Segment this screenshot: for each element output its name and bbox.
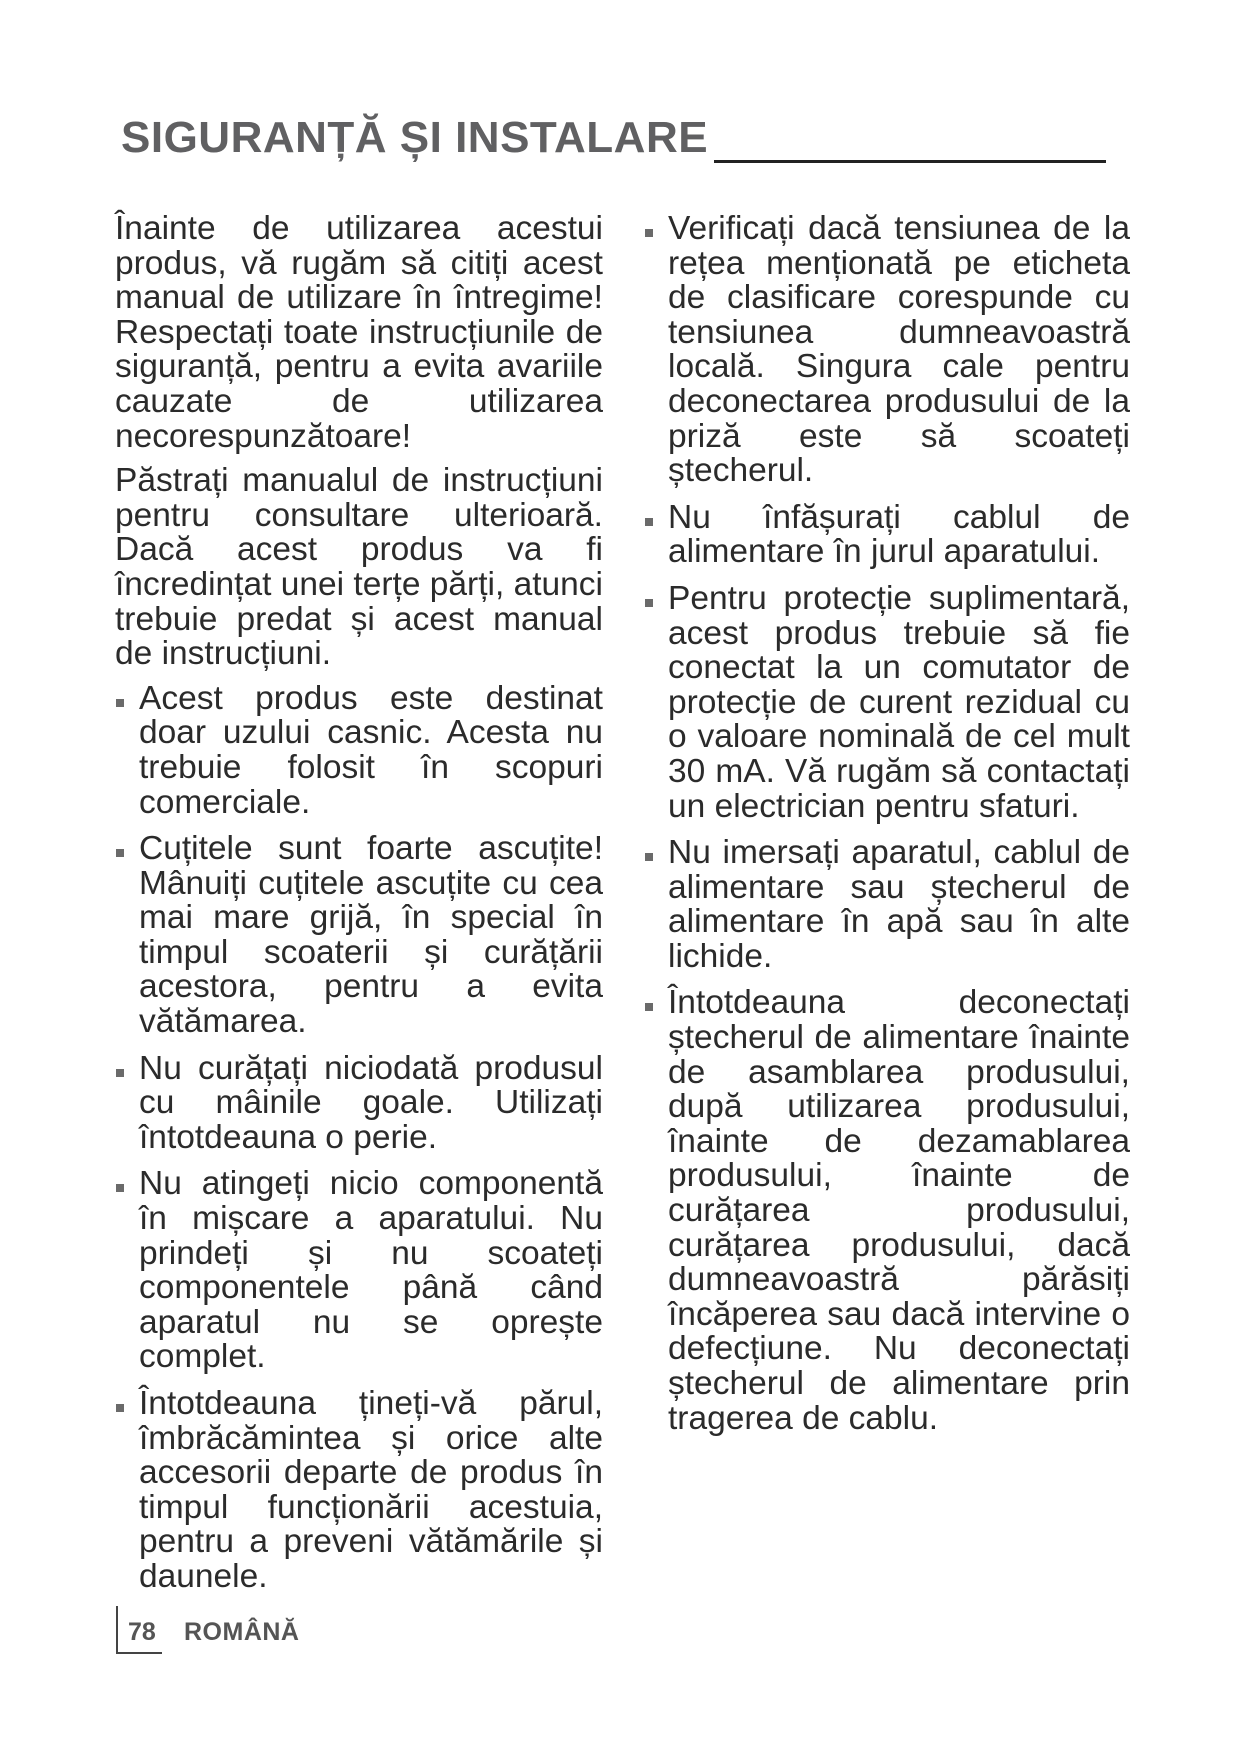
list-item [115,1167,603,1375]
square-bullet-icon [116,1184,124,1192]
intro-paragraph: Păstrați manualul de instrucțiuni pentru consultare ulterioară. Dacă acest produs va fi încredințat unei terțe părți, atunci trebuie predat și acest manual de instrucțiuni. [115,462,603,673]
list-item-text: Nu curățați niciodată produsul cu mâinile goale. Utilizați întotdeauna o perie. [139,1049,603,1156]
list-item [644,986,1130,1436]
list-item-text: Nu imersați aparatul, cablul de alimentare sau ștecherul de alimentare în apă sau în alte lichide. [668,834,1130,975]
title-underline [714,160,1106,163]
list-item [115,1049,603,1156]
left-column [115,212,603,1607]
list-item-text: Nu înfășurați cablul de alimentare în jurul aparatului. [668,498,1130,571]
square-bullet-icon [645,599,653,607]
intro-paragraph: Înainte de utilizarea acestui produs, vă rugăm să citiți acest manual de utilizare în întregime! Respectați toate instrucțiunile de siguranță, pentru a evita avariile cauzate de utilizarea necorespunzătoare! [115,210,603,455]
square-bullet-icon [116,699,124,707]
square-bullet-icon [645,1003,653,1011]
list-item [644,212,1130,489]
list-item [115,832,603,1040]
square-bullet-icon [116,849,124,857]
list-item [115,679,603,821]
square-bullet-icon [645,229,653,237]
list-item-text: Pentru protecție suplimentară, acest produs trebuie să fie conectat la un comutator de protecție de curent rezidual cu o valoare nominală de cel mult 30 mA. Vă rugăm să contactați un electrician pentru sfaturi. [668,579,1130,825]
list-item [644,836,1130,974]
list-item-text: Întotdeauna țineți-vă părul, îmbrăcămintea și orice alte accesorii departe de produs în timpul funcționării acestuia, pentru a preveni vătămările și daunele. [139,1385,603,1595]
list-item-text: Cuțitele sunt foarte ascuțite! Mânuiți cuțitele ascuțite cu cea mai mare grijă, în special în timpul scoaterii și curățării acestora, pentru a evita vătămarea. [139,830,603,1041]
language-label: ROMÂNĂ [184,1618,300,1646]
right-column [644,212,1130,1448]
square-bullet-icon [116,1404,124,1412]
square-bullet-icon [645,853,653,861]
list-item-text: Verificați dacă tensiunea de la rețea menționată pe eticheta de clasificare corespunde cu tensiunea dumneavoastră locală. Singura cale pentru deconectarea produsului de la priză este să scoateți ștecherul. [668,210,1130,490]
square-bullet-icon [645,518,653,526]
list-item-text: Acest produs este destinat doar uzului casnic. Acesta nu trebuie folosit în scopuri comerciale. [139,679,603,821]
list-item [644,579,1130,825]
page-number: 78 [128,1618,156,1646]
list-item [115,1387,603,1595]
list-item-text: Întotdeauna deconectați ștecherul de alimentare înainte de asamblarea produsului, după utilizarea produsului, înainte de dezamablarea produsului, înainte de curățarea produsului, curățarea produsului, dacă dumneavoastră părăsiți încăperea sau dacă intervine o defecțiune. Nu deconectați ștecherul de alimentare prin tragerea de cablu. [668,984,1130,1437]
square-bullet-icon [116,1069,124,1077]
list-item-text: Nu atingeți nicio componentă în mișcare a aparatului. Nu prindeți și nu scoateți componentele până când aparatul nu se oprește complet. [139,1165,603,1376]
list-item [644,498,1130,571]
page-title: SIGURANȚĂ ȘI INSTALARE [121,113,709,162]
